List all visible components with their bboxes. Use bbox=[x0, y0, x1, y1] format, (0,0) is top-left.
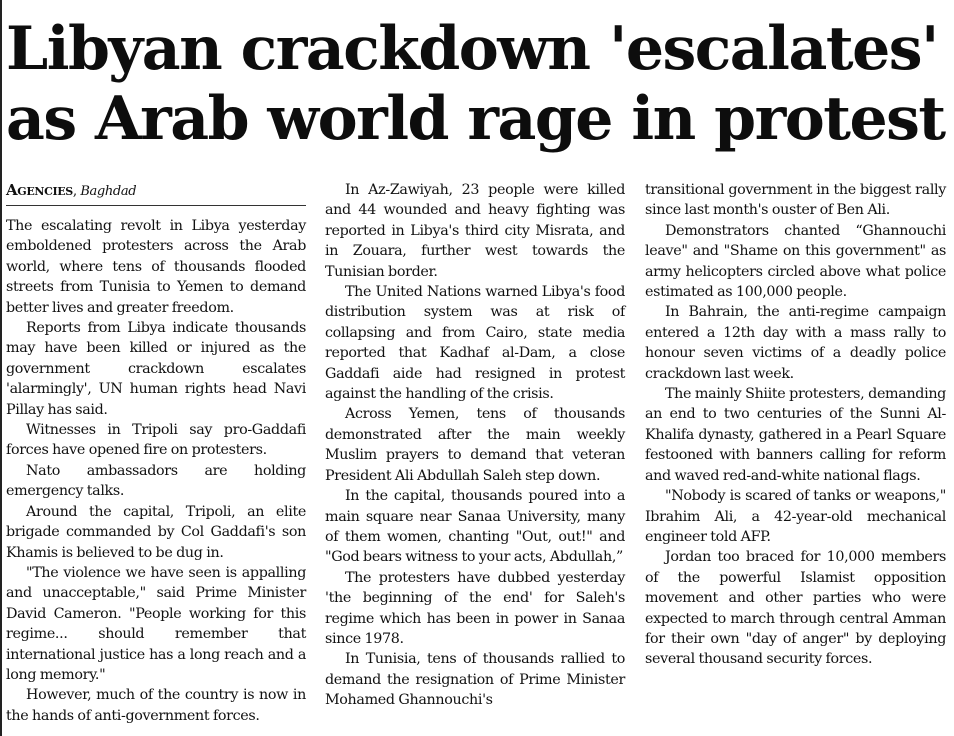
paragraph: In Az-Zawiyah, 23 people were killed and 44 wounded and heavy fighting was reported in Libya's third city Misrata, and in Zouara, further west towards the Tunisian border. bbox=[325, 182, 625, 280]
paragraph: Jordan too braced for 10,000 members of the powerful Islamist opposition movement and other parties who were expected to march through central Amman for their own "day of anger" by deploying several thousand security forces. bbox=[645, 549, 946, 668]
paragraph: Reports from Libya indicate thousands may have been killed or injured as the government crackdown escalates 'alarmingly', UN human rights head Navi Pillay has said. bbox=[6, 320, 306, 418]
paragraph: In the capital, thousands poured into a main square near Sanaa University, many of them women, chanting "Out, out!" and "God bears witness to your acts, Abdullah,” bbox=[325, 488, 625, 566]
paragraph: Around the capital, Tripoli, an elite brigade commanded by Col Gaddafi's son Khamis is believed to be dug in. bbox=[6, 503, 306, 561]
headline-line-1: Libyan crackdown 'escalates' bbox=[6, 14, 938, 84]
paragraph: In Tunisia, tens of thousands rallied to demand the resignation of Prime Minister Mohamed Ghannouchi's bbox=[325, 651, 625, 709]
headline bbox=[6, 14, 952, 154]
paragraph: "Nobody is scared of tanks or weapons," Ibrahim Ali, a 42-year-old mechanical engineer told AFP. bbox=[645, 488, 946, 545]
paragraph: The protesters have dubbed yesterday 'the beginning of the end' for Saleh's regime which has been in power in Sanaa since 1978. bbox=[325, 569, 625, 647]
paragraph: The United Nations warned Libya's food distribution system was at risk of collapsing and from Cairo, state media reported that Kadhaf al-Dam, a close Gaddafi aide had resigned in protest against the handling of the crisis. bbox=[325, 284, 625, 403]
paragraph: Nato ambassadors are holding emergency talks. bbox=[6, 462, 306, 500]
paragraph: However, much of the country is now in the hands of anti-government forces. bbox=[6, 687, 306, 724]
paragraph-continued: transitional government in the biggest rally since last month's ouster of Ben Ali. bbox=[645, 182, 946, 219]
paragraph: In Bahrain, the anti-regime campaign entered a 12th day with a mass rally to honour seven victims of a deadly police crackdown last week. bbox=[645, 304, 946, 382]
paragraph: Across Yemen, tens of thousands demonstrated after the main weekly Muslim prayers to demand that veteran President Ali Abdullah Saleh step down. bbox=[325, 406, 625, 484]
article-column-3 bbox=[645, 180, 946, 670]
paragraph: The mainly Shiite protesters, demanding an end to two centuries of the Sunni Al-Khalifa dynasty, gathered in a Pearl Square festooned with banners calling for reform and waved red-and-white national flags. bbox=[645, 386, 946, 484]
article-column-2 bbox=[325, 180, 625, 711]
article-column-1 bbox=[6, 180, 306, 726]
paragraph: The escalating revolt in Libya yesterday emboldened protesters across the Arab world, where tens of thousands flooded streets from Tunisia to Yemen to demand better lives and greater freedom. bbox=[6, 218, 306, 316]
byline bbox=[6, 180, 306, 206]
byline-place: Baghdad bbox=[80, 184, 137, 199]
headline-line-2: as Arab world rage in protest bbox=[6, 84, 945, 154]
paragraph: Demonstrators chanted “Ghannouchi leave" and "Shame on this government" as army helicopters circled above what police estimated as 100,000 people. bbox=[645, 222, 946, 301]
byline-separator: , bbox=[72, 183, 77, 199]
byline-agency: Agencies bbox=[6, 181, 73, 199]
paragraph: "The violence we have seen is appalling and unacceptable," said Prime Minister David Cameron. "People working for this regime... should remember that international justice has a long reach and a long memory." bbox=[6, 564, 306, 683]
paragraph: Witnesses in Tripoli say pro-Gaddafi forces have opened fire on protesters. bbox=[6, 422, 306, 459]
